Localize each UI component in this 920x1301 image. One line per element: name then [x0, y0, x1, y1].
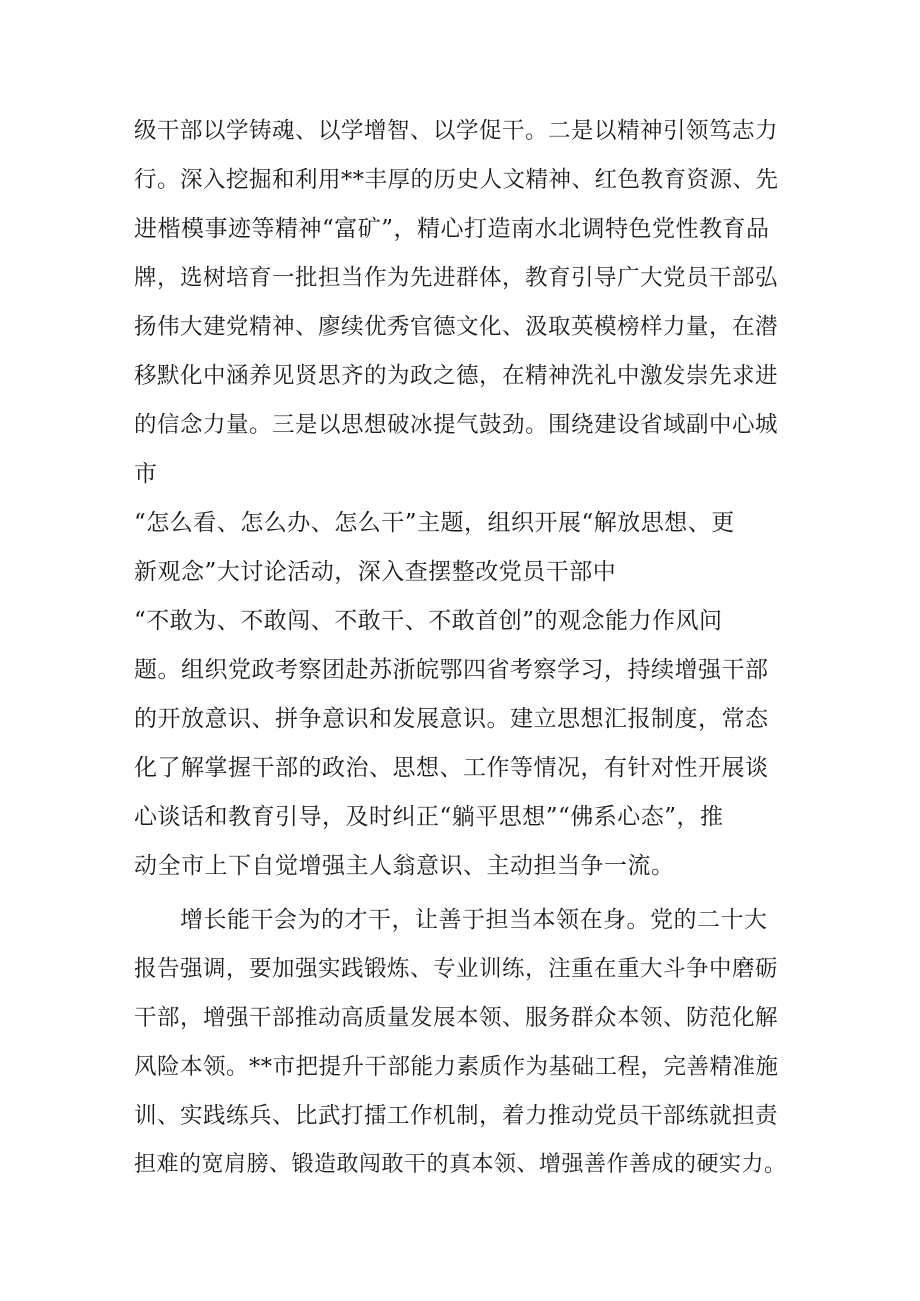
text-line: 干部，增强干部推动高质量发展本领、服务群众本领、防范化解 — [134, 1005, 779, 1031]
text-line: 级干部以学铸魂、以学增智、以学促干。二是以精神引领笃志力 — [134, 118, 779, 144]
text-line: 心谈话和教育引导，及时纠正“躺平思想”“佛系心态”，推 — [134, 804, 724, 830]
text-line: “怎么看、怎么办、怎么干”主题，组织开展“解放思想、更 — [134, 510, 735, 536]
text-line: “不敢为、不敢闯、不敢干、不敢首创”的观念能力作风问 — [134, 608, 723, 634]
text-line: 牌，选树培育一批担当作为先进群体，教育引导广大党员干部弘 — [134, 265, 779, 291]
text-line: 题。组织党政考察团赴苏浙皖鄂四省考察学习，持续增强干部 — [134, 657, 769, 683]
text-line: 市 — [134, 461, 158, 487]
text-line: 的信念力量。三是以思想破冰提气鼓劲。围绕建设省域副中心城 — [134, 412, 779, 438]
text-line: 训、实践练兵、比武打擂工作机制，着力推动党员干部练就担责 — [134, 1103, 779, 1129]
text-line: 的开放意识、拼争意识和发展意识。建立思想汇报制度，常态 — [134, 706, 769, 732]
text-line: 动全市上下自觉增强主人翁意识、主动担当争一流。 — [134, 853, 675, 879]
text-line: 担难的宽肩膀、锻造敢闯敢干的真本领、增强善作善成的硬实力。 — [134, 1152, 787, 1177]
text-line: 风险本领。**市把提升干部能力素质作为基础工程，完善精准施 — [134, 1054, 779, 1080]
text-line: 化了解掌握干部的政治、思想、工作等情况，有针对性开展谈 — [134, 755, 769, 781]
text-line: 报告强调，要加强实践锻炼、专业训练，注重在重大斗争中磨砺 — [134, 956, 779, 982]
text-line: 增长能干会为的才干，让善于担当本领在身。党的二十大 — [180, 907, 768, 933]
text-line: 扬伟大建党精神、廖续优秀官德文化、汲取英模榜样力量，在潜 — [134, 314, 779, 340]
text-line: 移默化中涵养见贤思齐的为政之德，在精神洗礼中激发崇先求进 — [134, 363, 779, 389]
text-line: 新观念”大讨论活动，深入查摆整改党员干部中 — [134, 559, 617, 585]
text-line: 进楷模事迹等精神“富矿”，精心打造南水北调特色党性教育品 — [134, 216, 770, 242]
text-line: 行。深入挖掘和利用**丰厚的历史人文精神、红色教育资源、先 — [134, 167, 779, 193]
